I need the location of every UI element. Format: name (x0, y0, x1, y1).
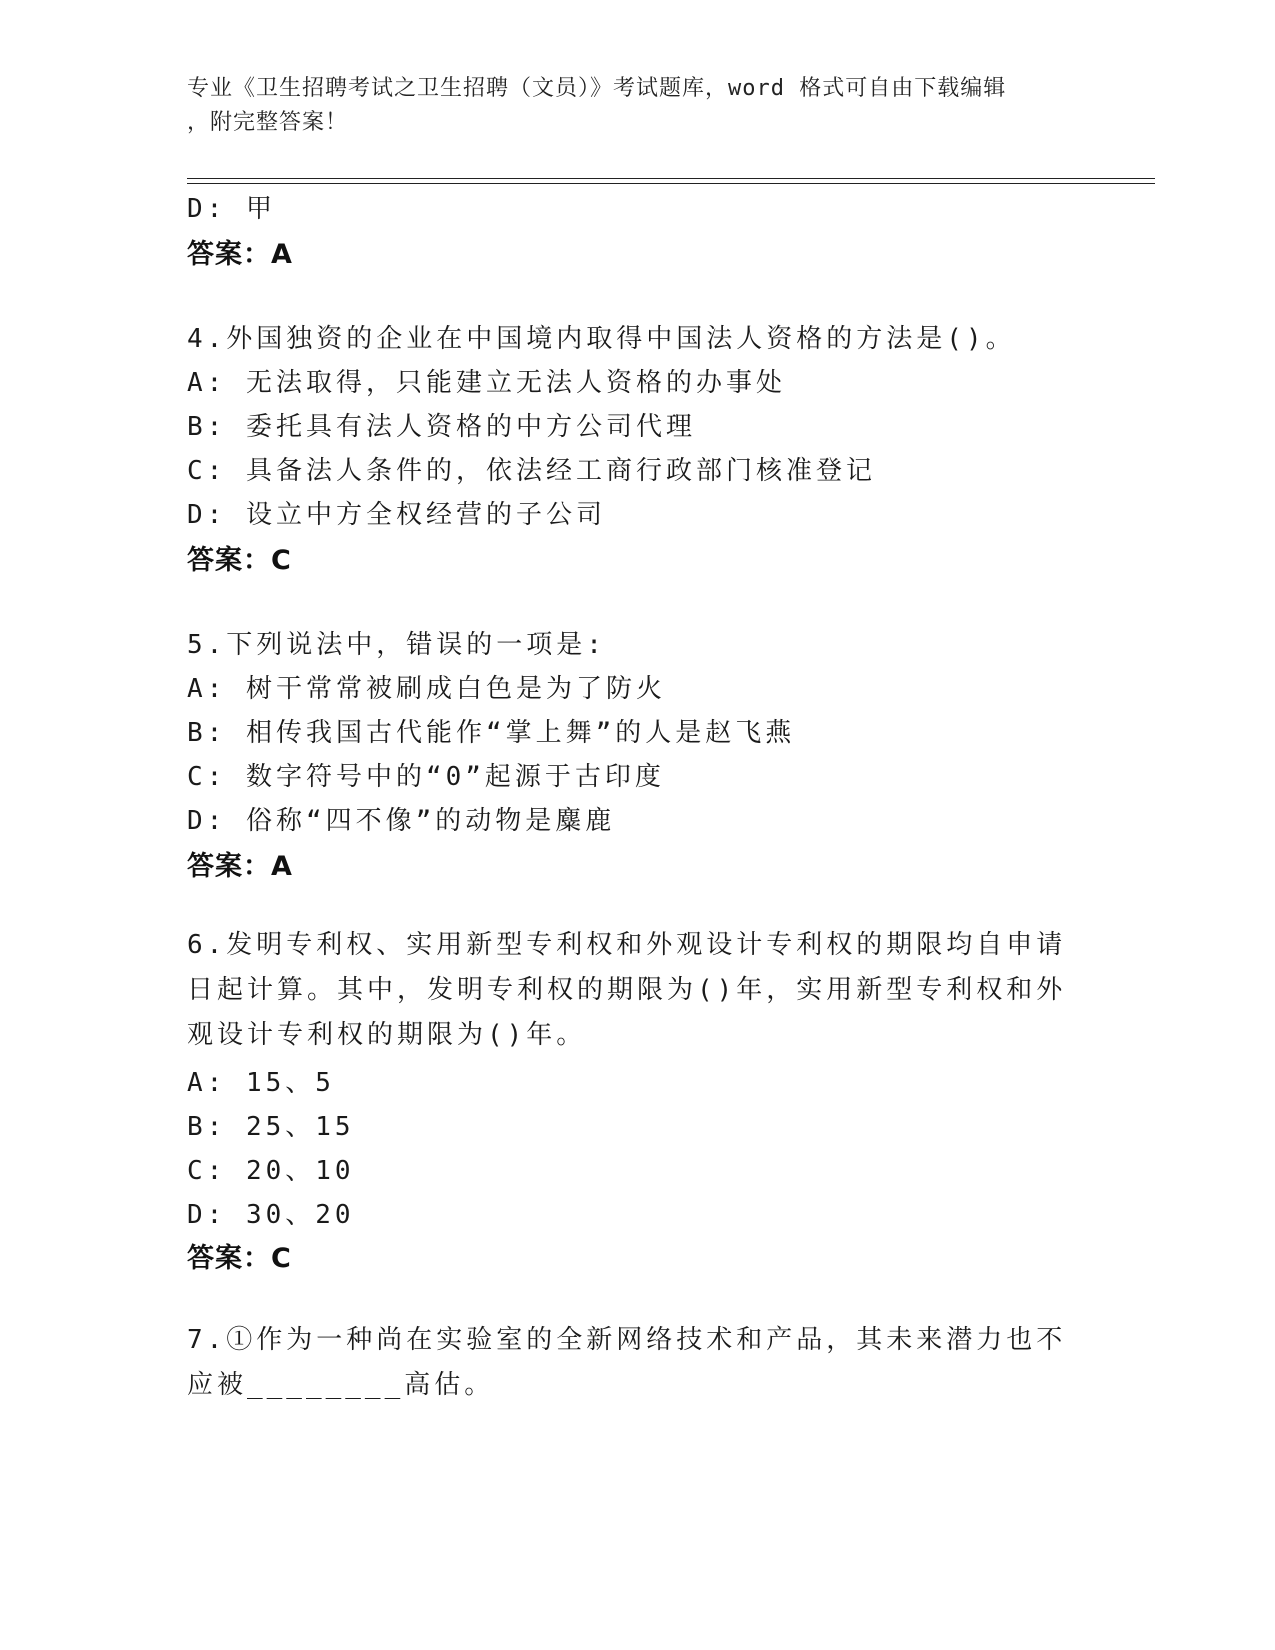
q4-answer: 答案：C (187, 545, 292, 576)
q5-answer: 答案：A (187, 851, 293, 882)
prev-answer: 答案：A (187, 239, 293, 270)
q4-stem: 4.外国独资的企业在中国境内取得中国法人资格的方法是()。 (187, 324, 1016, 354)
q6-answer: 答案：C (187, 1243, 292, 1274)
document-header (187, 72, 1067, 140)
q6-option-c: C: 20、10 (187, 1156, 355, 1186)
header-line-2: ，附完整答案！ (187, 110, 349, 135)
q6-option-d: D: 30、20 (187, 1200, 355, 1230)
q6-option-b: B: 25、15 (187, 1112, 355, 1142)
q5-option-c: C: 数字符号中的“0”起源于古印度 (187, 762, 665, 792)
header-divider-top (187, 178, 1155, 179)
header-divider-bottom (187, 183, 1155, 184)
q5-option-b: B: 相传我国古代能作“掌上舞”的人是赵飞燕 (187, 718, 796, 748)
q7-stem: 7.①作为一种尚在实验室的全新网络技术和产品，其未来潜力也不应被________高估。 (187, 1325, 1067, 1400)
q6-stem: 6.发明专利权、实用新型专利权和外观设计专利权的期限均自申请日起计算。其中，发明专利权的期限为()年，实用新型专利权和外观设计专利权的期限为()年。 (187, 930, 1067, 1050)
q5-stem: 5.下列说法中，错误的一项是: (187, 630, 606, 660)
q4-option-c: C: 具备法人条件的，依法经工商行政部门核准登记 (187, 456, 876, 486)
q5-option-a: A: 树干常常被刷成白色是为了防火 (187, 674, 666, 704)
prev-option-d: D: 甲 (187, 194, 276, 224)
q5-option-d: D: 俗称“四不像”的动物是麋鹿 (187, 806, 616, 836)
q4-option-b: B: 委托具有法人资格的中方公司代理 (187, 412, 696, 442)
header-line-1: 专业《卫生招聘考试之卫生招聘（文员）》考试题库，word 格式可自由下载编辑 (187, 76, 1007, 101)
q6-option-a: A: 15、5 (187, 1068, 335, 1098)
q4-option-d: D: 设立中方全权经营的子公司 (187, 500, 606, 530)
q4-option-a: A: 无法取得，只能建立无法人资格的办事处 (187, 368, 786, 398)
